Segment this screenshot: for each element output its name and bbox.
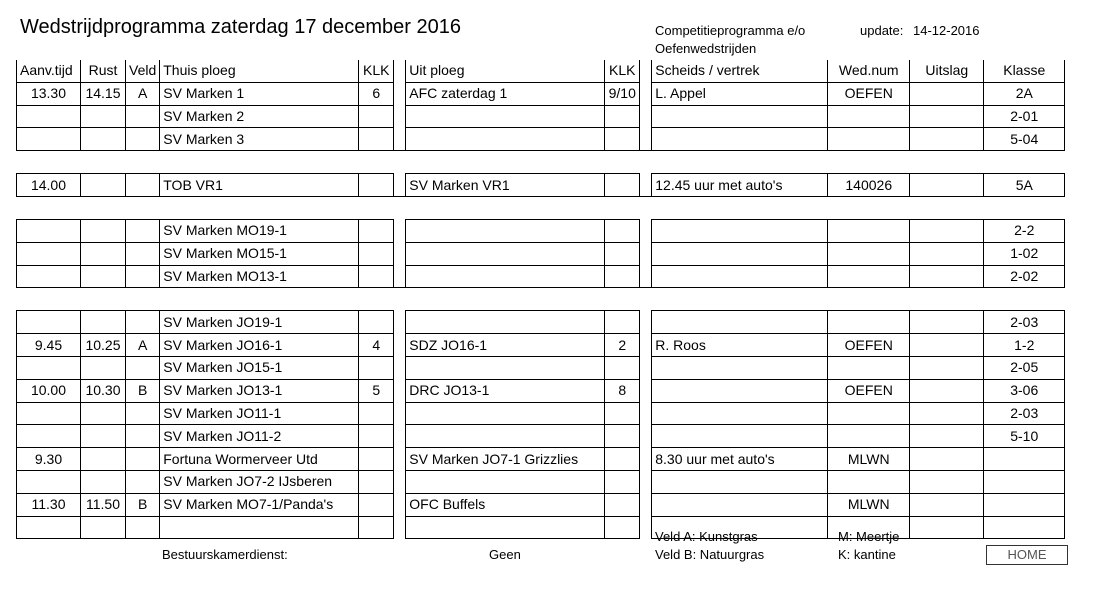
cell-rust: 14.15 bbox=[81, 82, 126, 105]
cell-aanvtijd bbox=[17, 242, 81, 265]
cell-uit-ploeg bbox=[406, 402, 605, 425]
cell-wednum bbox=[828, 311, 910, 334]
cell-aanvtijd: 11.30 bbox=[17, 493, 81, 516]
cell-scheids bbox=[652, 219, 828, 242]
cell-thuis-ploeg: SV Marken JO13-1 bbox=[160, 379, 359, 402]
cell-klk-home bbox=[359, 311, 394, 334]
cell-rust bbox=[81, 219, 126, 242]
table-row bbox=[17, 82, 1065, 105]
m-legend: M: Meertje bbox=[838, 529, 900, 544]
cell-rust bbox=[81, 242, 126, 265]
cell-thuis-ploeg: TOB VR1 bbox=[160, 174, 359, 197]
cell-wednum bbox=[828, 128, 910, 151]
cell-wednum: 140026 bbox=[828, 174, 910, 197]
cell-klk-home bbox=[359, 425, 394, 448]
cell-uit-ploeg: SV Marken JO7-1 Grizzlies bbox=[406, 448, 605, 471]
cell-uitslag bbox=[910, 242, 984, 265]
cell-klk-away bbox=[605, 493, 640, 516]
cell-rust bbox=[81, 448, 126, 471]
cell-klasse bbox=[984, 448, 1065, 471]
cell-klk-home bbox=[359, 516, 394, 539]
cell-thuis-ploeg: SV Marken 1 bbox=[160, 82, 359, 105]
cell-klk-home bbox=[359, 493, 394, 516]
cell-aanvtijd: 9.45 bbox=[17, 334, 81, 357]
cell-wednum: OEFEN bbox=[828, 82, 910, 105]
cell-aanvtijd: 13.30 bbox=[17, 82, 81, 105]
table-row bbox=[17, 516, 1065, 539]
cell-klk-away bbox=[605, 402, 640, 425]
table-row bbox=[17, 128, 1065, 151]
col-veld: Veld bbox=[126, 60, 160, 82]
cell-uitslag bbox=[910, 356, 984, 379]
cell-klk-away bbox=[605, 470, 640, 493]
cell-klk-home bbox=[359, 402, 394, 425]
cell-uit-ploeg bbox=[406, 425, 605, 448]
cell-klk-away bbox=[605, 105, 640, 128]
cell-veld: A bbox=[126, 334, 160, 357]
cell-scheids bbox=[652, 356, 828, 379]
cell-rust bbox=[81, 105, 126, 128]
cell-wednum: MLWN bbox=[828, 493, 910, 516]
cell-aanvtijd bbox=[17, 128, 81, 151]
cell-rust bbox=[81, 516, 126, 539]
table-row bbox=[17, 311, 1065, 334]
cell-klasse bbox=[984, 493, 1065, 516]
cell-rust: 10.30 bbox=[81, 379, 126, 402]
col-thuis-ploeg: Thuis ploeg bbox=[160, 60, 359, 82]
cell-veld bbox=[126, 174, 160, 197]
cell-rust bbox=[81, 470, 126, 493]
cell-uitslag bbox=[910, 402, 984, 425]
cell-uitslag bbox=[910, 174, 984, 197]
col-wednum: Wed.num bbox=[828, 60, 910, 82]
home-button[interactable]: HOME bbox=[986, 545, 1068, 565]
table-row bbox=[17, 356, 1065, 379]
cell-thuis-ploeg: SV Marken MO19-1 bbox=[160, 219, 359, 242]
schedule-table bbox=[16, 60, 1065, 539]
cell-klasse: 2-05 bbox=[984, 356, 1065, 379]
cell-thuis-ploeg: SV Marken MO7-1/Panda's bbox=[160, 493, 359, 516]
table-row bbox=[17, 242, 1065, 265]
header-row bbox=[17, 60, 1065, 82]
cell-klasse: 1-02 bbox=[984, 242, 1065, 265]
cell-klasse: 3-06 bbox=[984, 379, 1065, 402]
cell-uitslag bbox=[910, 379, 984, 402]
col-uitslag: Uitslag bbox=[910, 60, 984, 82]
cell-klk-home bbox=[359, 105, 394, 128]
cell-uit-ploeg bbox=[406, 242, 605, 265]
cell-veld bbox=[126, 470, 160, 493]
cell-klk-home bbox=[359, 174, 394, 197]
cell-uitslag bbox=[910, 128, 984, 151]
cell-klk-home bbox=[359, 356, 394, 379]
table-row bbox=[17, 174, 1065, 197]
cell-scheids bbox=[652, 311, 828, 334]
cell-thuis-ploeg: SV Marken JO11-2 bbox=[160, 425, 359, 448]
cell-thuis-ploeg: SV Marken 2 bbox=[160, 105, 359, 128]
cell-thuis-ploeg: Fortuna Wormerveer Utd bbox=[160, 448, 359, 471]
cell-klk-away: 8 bbox=[605, 379, 640, 402]
cell-thuis-ploeg: SV Marken JO15-1 bbox=[160, 356, 359, 379]
cell-klasse: 1-2 bbox=[984, 334, 1065, 357]
cell-veld bbox=[126, 356, 160, 379]
cell-uit-ploeg: DRC JO13-1 bbox=[406, 379, 605, 402]
cell-wednum bbox=[828, 265, 910, 288]
cell-klasse: 5-04 bbox=[984, 128, 1065, 151]
cell-uit-ploeg bbox=[406, 105, 605, 128]
veld-a-legend: Veld A: Kunstgras bbox=[655, 529, 758, 544]
cell-uitslag bbox=[910, 470, 984, 493]
cell-klk-home bbox=[359, 265, 394, 288]
col-uit-ploeg: Uit ploeg bbox=[406, 60, 605, 82]
cell-veld: A bbox=[126, 82, 160, 105]
cell-uitslag bbox=[910, 105, 984, 128]
cell-scheids: L. Appel bbox=[652, 82, 828, 105]
cell-wednum: OEFEN bbox=[828, 334, 910, 357]
col-scheids: Scheids / vertrek bbox=[652, 60, 828, 82]
cell-veld bbox=[126, 105, 160, 128]
cell-rust bbox=[81, 425, 126, 448]
cell-wednum bbox=[828, 402, 910, 425]
cell-aanvtijd bbox=[17, 425, 81, 448]
cell-veld bbox=[126, 448, 160, 471]
cell-uitslag bbox=[910, 493, 984, 516]
cell-aanvtijd bbox=[17, 470, 81, 493]
cell-aanvtijd bbox=[17, 105, 81, 128]
cell-klasse bbox=[984, 470, 1065, 493]
col-klk-away: KLK bbox=[605, 60, 640, 82]
veld-b-legend: Veld B: Natuurgras bbox=[655, 547, 765, 562]
cell-aanvtijd bbox=[17, 311, 81, 334]
cell-uitslag bbox=[910, 265, 984, 288]
cell-uit-ploeg bbox=[406, 128, 605, 151]
cell-klk-home: 4 bbox=[359, 334, 394, 357]
cell-klk-home: 6 bbox=[359, 82, 394, 105]
competition-label: Competitieprogramma e/o bbox=[655, 23, 806, 38]
cell-veld bbox=[126, 425, 160, 448]
cell-klasse: 2-03 bbox=[984, 311, 1065, 334]
cell-scheids: 12.45 uur met auto's bbox=[652, 174, 828, 197]
cell-veld bbox=[126, 311, 160, 334]
cell-scheids: 8.30 uur met auto's bbox=[652, 448, 828, 471]
cell-scheids bbox=[652, 265, 828, 288]
cell-aanvtijd: 14.00 bbox=[17, 174, 81, 197]
cell-aanvtijd bbox=[17, 356, 81, 379]
spacer-row bbox=[17, 151, 1065, 174]
table-row bbox=[17, 334, 1065, 357]
cell-wednum bbox=[828, 425, 910, 448]
update-label: update: bbox=[860, 23, 904, 38]
cell-uit-ploeg: SDZ JO16-1 bbox=[406, 334, 605, 357]
cell-klk-away bbox=[605, 311, 640, 334]
cell-klasse: 5-10 bbox=[984, 425, 1065, 448]
cell-wednum: OEFEN bbox=[828, 379, 910, 402]
cell-aanvtijd bbox=[17, 402, 81, 425]
cell-uitslag bbox=[910, 425, 984, 448]
cell-veld bbox=[126, 265, 160, 288]
spacer-row bbox=[17, 196, 1065, 219]
cell-scheids bbox=[652, 105, 828, 128]
cell-uitslag bbox=[910, 448, 984, 471]
friendlies-label: Oefenwedstrijden bbox=[655, 41, 757, 56]
cell-klk-home bbox=[359, 470, 394, 493]
cell-wednum bbox=[828, 105, 910, 128]
cell-rust: 11.50 bbox=[81, 493, 126, 516]
col-klasse: Klasse bbox=[984, 60, 1065, 82]
cell-klk-away: 9/10 bbox=[605, 82, 640, 105]
cell-veld bbox=[126, 242, 160, 265]
table-row bbox=[17, 448, 1065, 471]
table-row bbox=[17, 379, 1065, 402]
cell-uit-ploeg bbox=[406, 265, 605, 288]
cell-rust bbox=[81, 402, 126, 425]
page-title: Wedstrijdprogramma zaterdag 17 december 2016 bbox=[20, 16, 461, 38]
cell-uit-ploeg bbox=[406, 356, 605, 379]
cell-scheids: R. Roos bbox=[652, 334, 828, 357]
cell-aanvtijd: 9.30 bbox=[17, 448, 81, 471]
table-row bbox=[17, 470, 1065, 493]
cell-uitslag bbox=[910, 82, 984, 105]
table-row bbox=[17, 425, 1065, 448]
cell-aanvtijd bbox=[17, 265, 81, 288]
cell-rust bbox=[81, 174, 126, 197]
cell-uitslag bbox=[910, 334, 984, 357]
cell-klasse: 2-02 bbox=[984, 265, 1065, 288]
cell-klk-home: 5 bbox=[359, 379, 394, 402]
cell-veld bbox=[126, 516, 160, 539]
cell-klk-away: 2 bbox=[605, 334, 640, 357]
cell-uit-ploeg: OFC Buffels bbox=[406, 493, 605, 516]
cell-rust: 10.25 bbox=[81, 334, 126, 357]
cell-wednum bbox=[828, 356, 910, 379]
cell-scheids bbox=[652, 493, 828, 516]
cell-thuis-ploeg: SV Marken JO7-2 IJsberen bbox=[160, 470, 359, 493]
cell-uit-ploeg: SV Marken VR1 bbox=[406, 174, 605, 197]
cell-rust bbox=[81, 128, 126, 151]
cell-wednum: MLWN bbox=[828, 448, 910, 471]
cell-scheids bbox=[652, 425, 828, 448]
cell-thuis-ploeg bbox=[160, 516, 359, 539]
cell-klk-away bbox=[605, 448, 640, 471]
cell-klk-home bbox=[359, 219, 394, 242]
update-date: 14-12-2016 bbox=[913, 23, 980, 38]
cell-scheids bbox=[652, 379, 828, 402]
cell-klk-home bbox=[359, 448, 394, 471]
cell-scheids bbox=[652, 402, 828, 425]
cell-klk-away bbox=[605, 516, 640, 539]
cell-wednum bbox=[828, 219, 910, 242]
cell-uitslag bbox=[910, 311, 984, 334]
table-row bbox=[17, 105, 1065, 128]
cell-klasse: 2-2 bbox=[984, 219, 1065, 242]
cell-rust bbox=[81, 356, 126, 379]
cell-uit-ploeg: AFC zaterdag 1 bbox=[406, 82, 605, 105]
cell-uit-ploeg bbox=[406, 311, 605, 334]
cell-veld bbox=[126, 219, 160, 242]
cell-aanvtijd bbox=[17, 516, 81, 539]
table-row bbox=[17, 402, 1065, 425]
cell-klasse: 2A bbox=[984, 82, 1065, 105]
cell-rust bbox=[81, 265, 126, 288]
col-rust: Rust bbox=[81, 60, 126, 82]
cell-klasse: 5A bbox=[984, 174, 1065, 197]
cell-uit-ploeg bbox=[406, 219, 605, 242]
cell-scheids bbox=[652, 470, 828, 493]
cell-uit-ploeg bbox=[406, 470, 605, 493]
cell-uit-ploeg bbox=[406, 516, 605, 539]
cell-veld: B bbox=[126, 493, 160, 516]
cell-klasse bbox=[984, 516, 1065, 539]
cell-thuis-ploeg: SV Marken 3 bbox=[160, 128, 359, 151]
cell-klk-away bbox=[605, 174, 640, 197]
table-row bbox=[17, 219, 1065, 242]
cell-scheids bbox=[652, 128, 828, 151]
cell-thuis-ploeg: SV Marken MO15-1 bbox=[160, 242, 359, 265]
cell-klk-away bbox=[605, 425, 640, 448]
cell-klk-away bbox=[605, 265, 640, 288]
cell-veld bbox=[126, 402, 160, 425]
cell-klk-home bbox=[359, 128, 394, 151]
cell-thuis-ploeg: SV Marken JO19-1 bbox=[160, 311, 359, 334]
cell-scheids bbox=[652, 242, 828, 265]
table-row bbox=[17, 265, 1065, 288]
duty-label: Bestuurskamerdienst: bbox=[162, 547, 288, 562]
cell-thuis-ploeg: SV Marken JO16-1 bbox=[160, 334, 359, 357]
cell-klasse: 2-01 bbox=[984, 105, 1065, 128]
cell-klk-home bbox=[359, 242, 394, 265]
table-row bbox=[17, 493, 1065, 516]
cell-rust bbox=[81, 311, 126, 334]
cell-thuis-ploeg: SV Marken JO11-1 bbox=[160, 402, 359, 425]
duty-value: Geen bbox=[489, 547, 521, 562]
col-aanvtijd: Aanv.tijd bbox=[17, 60, 81, 82]
cell-thuis-ploeg: SV Marken MO13-1 bbox=[160, 265, 359, 288]
cell-klk-away bbox=[605, 356, 640, 379]
cell-klk-away bbox=[605, 219, 640, 242]
cell-uitslag bbox=[910, 516, 984, 539]
cell-aanvtijd bbox=[17, 219, 81, 242]
cell-wednum bbox=[828, 242, 910, 265]
col-klk-home: KLK bbox=[359, 60, 394, 82]
cell-wednum bbox=[828, 470, 910, 493]
cell-klasse: 2-03 bbox=[984, 402, 1065, 425]
k-legend: K: kantine bbox=[838, 547, 896, 562]
cell-veld bbox=[126, 128, 160, 151]
cell-aanvtijd: 10.00 bbox=[17, 379, 81, 402]
cell-klk-away bbox=[605, 128, 640, 151]
cell-klk-away bbox=[605, 242, 640, 265]
cell-veld: B bbox=[126, 379, 160, 402]
spacer-row bbox=[17, 288, 1065, 311]
cell-uitslag bbox=[910, 219, 984, 242]
